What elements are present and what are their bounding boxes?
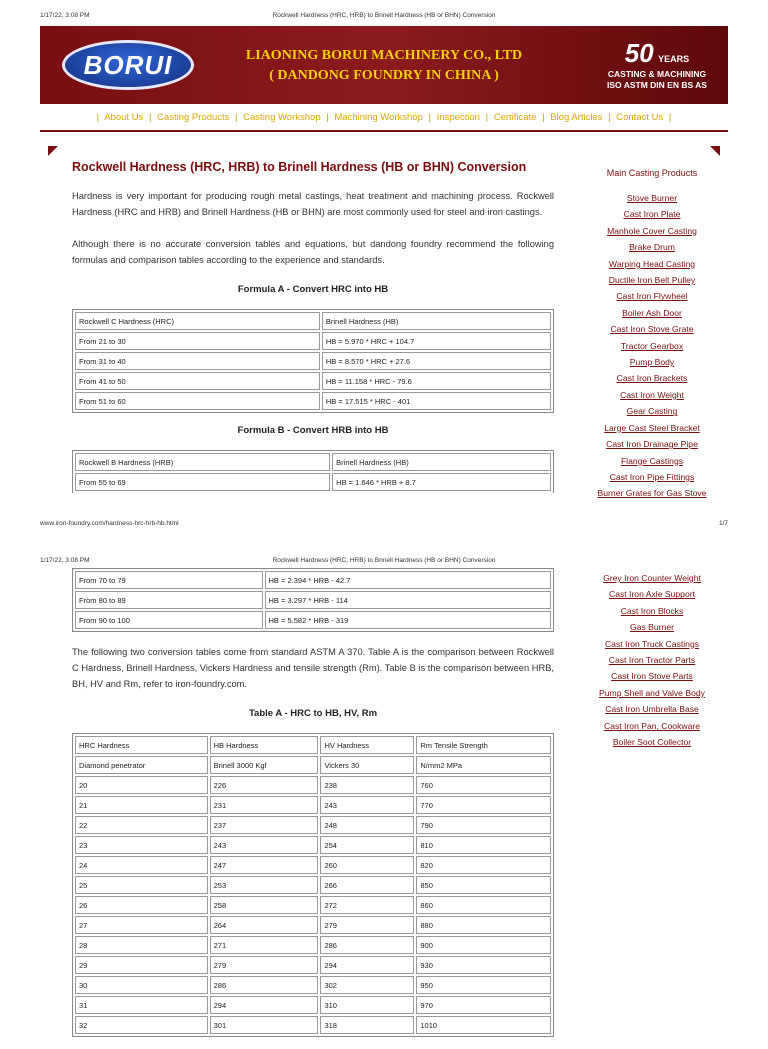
table-cell: 930 bbox=[416, 956, 551, 974]
table-cell: 318 bbox=[320, 1016, 414, 1034]
table-cell: 23 bbox=[75, 836, 208, 854]
table-cell: Vickers 30 bbox=[320, 756, 414, 774]
table-cell: 243 bbox=[210, 836, 319, 854]
table-cell: Brinell Hardness (HB) bbox=[332, 453, 551, 471]
sidebar-link-cast-iron-drainage-pipe[interactable]: Cast Iron Drainage Pipe bbox=[606, 439, 698, 450]
table-cell: 226 bbox=[210, 776, 319, 794]
company-line-1: LIAONING BORUI MACHINERY CO., LTD bbox=[245, 48, 523, 63]
table-row bbox=[75, 571, 551, 589]
sidebar-link-cast-iron-truck-castings[interactable]: Cast Iron Truck Castings bbox=[604, 638, 700, 649]
formula-intro-paragraph: Although there is no accurate conversion tables and equations, but dandong foundry recommend the following formulas and comparison tables according to the experience and standards. bbox=[72, 239, 554, 265]
table-row bbox=[75, 591, 551, 609]
table-cell: 27 bbox=[75, 916, 208, 934]
print-page-number: 1/7 bbox=[718, 520, 728, 527]
table-row bbox=[75, 473, 551, 491]
table-cell: 286 bbox=[320, 936, 414, 954]
sidebar-products bbox=[594, 168, 710, 502]
table-cell: 238 bbox=[320, 776, 414, 794]
table-cell: N/mm2 MPa bbox=[416, 756, 551, 774]
print-footer bbox=[0, 516, 768, 530]
sidebar-heading: Main Casting Products bbox=[606, 168, 698, 178]
table-row bbox=[75, 976, 551, 994]
sidebar-link-cast-iron-umbrella-base[interactable]: Cast Iron Umbrella Base bbox=[605, 704, 699, 715]
table-cell: 272 bbox=[320, 896, 414, 914]
table-cell: 880 bbox=[416, 916, 551, 934]
print-url: www.iron-foundry.com/hardness-hrc-hrb-hb.html bbox=[40, 520, 179, 527]
corner-ornament-right bbox=[710, 146, 720, 156]
formula-a-title: Formula A - Convert HRC into HB bbox=[237, 284, 389, 295]
sidebar-link-large-cast-steel-bracket[interactable]: Large Cast Steel Bracket bbox=[604, 422, 700, 433]
table-cell: 860 bbox=[416, 896, 551, 914]
table-cell: Diamond penetrator bbox=[75, 756, 208, 774]
table-cell: 286 bbox=[210, 976, 319, 994]
sidebar-link-brake-drum[interactable]: Brake Drum bbox=[629, 242, 675, 253]
sidebar-list bbox=[594, 570, 710, 750]
table-row bbox=[75, 936, 551, 954]
sidebar-products-page-2 bbox=[594, 570, 710, 750]
years-badge bbox=[602, 38, 712, 91]
table-cell: 21 bbox=[75, 796, 208, 814]
nav-separator: | bbox=[428, 112, 431, 123]
table-cell: 294 bbox=[320, 956, 414, 974]
print-header-page-2 bbox=[0, 553, 768, 567]
nav-separator: | bbox=[542, 112, 545, 123]
table-row bbox=[75, 836, 551, 854]
nav-item-about-us[interactable]: About Us bbox=[102, 112, 146, 123]
table-cell: From 70 to 79 bbox=[75, 571, 263, 589]
sidebar-link-cast-iron-stove-parts[interactable]: Cast Iron Stove Parts bbox=[611, 671, 693, 682]
table-cell: 266 bbox=[320, 876, 414, 894]
table-cell: 850 bbox=[416, 876, 551, 894]
table-cell: 258 bbox=[210, 896, 319, 914]
main-nav bbox=[40, 104, 728, 132]
table-cell: 24 bbox=[75, 856, 208, 874]
table-cell: 770 bbox=[416, 796, 551, 814]
sidebar-link-gas-burner[interactable]: Gas Burner bbox=[630, 622, 674, 633]
table-cell: HB = 17.515 * HRC - 401 bbox=[322, 392, 551, 410]
nav-separator: | bbox=[235, 112, 238, 123]
table-cell: HB = 8.570 * HRC + 27.6 bbox=[322, 352, 551, 370]
formula-a-table bbox=[72, 309, 554, 413]
table-cell: 28 bbox=[75, 936, 208, 954]
table-row bbox=[75, 916, 551, 934]
print-date: 1/17/22, 3:08 PM bbox=[40, 12, 90, 19]
table-row bbox=[75, 756, 551, 774]
table-cell: HB = 5.970 * HRC + 104.7 bbox=[322, 332, 551, 350]
table-row bbox=[75, 856, 551, 874]
sidebar-link-cast-iron-tractor-parts[interactable]: Cast Iron Tractor Parts bbox=[608, 655, 696, 666]
table-cell: 790 bbox=[416, 816, 551, 834]
table-cell: 279 bbox=[210, 956, 319, 974]
nav-item-contact-us[interactable]: Contact Us bbox=[613, 112, 666, 123]
nav-item-casting-products[interactable]: Casting Products bbox=[154, 112, 233, 123]
table-row bbox=[75, 611, 551, 629]
table-row bbox=[75, 332, 551, 350]
sidebar-link-grey-iron-counter-weight[interactable]: Grey Iron Counter Weight bbox=[603, 573, 701, 583]
table-cell: 253 bbox=[210, 876, 319, 894]
table-cell: HV Hardness bbox=[320, 736, 414, 754]
sidebar-link-pump-body[interactable]: Pump Body bbox=[629, 357, 675, 368]
table-cell: 243 bbox=[320, 796, 414, 814]
tagline-2: ISO ASTM DIN EN BS AS bbox=[607, 80, 707, 90]
sidebar-list bbox=[594, 190, 710, 502]
sidebar-link-burner-grates-for-gas-stove[interactable]: Burner Grates for Gas Stove bbox=[597, 488, 707, 499]
table-cell: 301 bbox=[210, 1016, 319, 1034]
sidebar-link-boiler-ash-door[interactable]: Boiler Ash Door bbox=[622, 307, 682, 318]
sidebar-link-flange-castings[interactable]: Flange Castings bbox=[620, 455, 684, 466]
nav-separator: | bbox=[485, 112, 489, 123]
nav-separator: | bbox=[96, 112, 100, 123]
formula-b-title: Formula B - Convert HRB into HB bbox=[237, 425, 389, 436]
table-cell: Brinell 3000 Kgf bbox=[210, 756, 319, 774]
table-cell: HB = 1.646 * HRB + 8.7 bbox=[332, 473, 551, 491]
table-cell: HB = 5.582 * HRB - 319 bbox=[265, 611, 551, 629]
table-row bbox=[75, 896, 551, 914]
site-banner bbox=[40, 26, 728, 104]
table-cell: 237 bbox=[210, 816, 319, 834]
table-cell: 22 bbox=[75, 816, 208, 834]
table-row bbox=[75, 392, 551, 410]
table-cell: From 31 to 40 bbox=[75, 352, 320, 370]
sidebar-link-gear-casting[interactable]: Gear Casting bbox=[626, 406, 678, 417]
sidebar-link-manhole-cover-casting[interactable]: Manhole Cover Casting bbox=[607, 225, 697, 236]
table-cell: Rm Tensile Strength bbox=[416, 736, 551, 754]
table-cell: From 21 to 30 bbox=[75, 332, 320, 350]
print-title: Rockwell Hardness (HRC, HRB) to Brinell Hardness (HB or BHN) Conversion bbox=[272, 557, 496, 564]
table-row bbox=[75, 453, 551, 471]
table-row bbox=[75, 372, 551, 390]
nav-separator: | bbox=[608, 112, 611, 123]
table-row bbox=[75, 996, 551, 1014]
nav-item-casting-workshop[interactable]: Casting Workshop bbox=[240, 112, 324, 123]
table-row bbox=[75, 352, 551, 370]
table-cell: 32 bbox=[75, 1016, 208, 1034]
table-cell: 25 bbox=[75, 876, 208, 894]
sidebar-link-cast-iron-stove-grate[interactable]: Cast Iron Stove Grate bbox=[610, 324, 694, 335]
print-title: Rockwell Hardness (HRC, HRB) to Brinell Hardness (HB or BHN) Conversion bbox=[272, 12, 496, 19]
table-cell: Brinell Hardness (HB) bbox=[322, 312, 551, 330]
article-title: Rockwell Hardness (HRC, HRB) to Brinell Hardness (HB or BHN) Conversion bbox=[72, 160, 527, 174]
nav-item-inspection[interactable]: Inspection bbox=[434, 112, 483, 123]
corner-ornament-left bbox=[48, 146, 58, 156]
table-cell: HRC Hardness bbox=[75, 736, 208, 754]
table-cell: 820 bbox=[416, 856, 551, 874]
table-cell: 29 bbox=[75, 956, 208, 974]
nav-separator: | bbox=[148, 112, 152, 123]
table-cell: HB Hardness bbox=[210, 736, 319, 754]
years-label: YEARS bbox=[658, 54, 690, 64]
nav-separator: | bbox=[668, 112, 672, 123]
table-cell: 231 bbox=[210, 796, 319, 814]
table-cell: 310 bbox=[320, 996, 414, 1014]
table-cell: 294 bbox=[210, 996, 319, 1014]
table-cell: 760 bbox=[416, 776, 551, 794]
nav-item-machining-workshop[interactable]: Machining Workshop bbox=[331, 112, 426, 123]
table-cell: 264 bbox=[210, 916, 319, 934]
sidebar-link-cast-iron-axle-support[interactable]: Cast Iron Axle Support bbox=[609, 589, 695, 600]
nav-item-certificate[interactable]: Certificate bbox=[491, 112, 540, 123]
sidebar-link-ductile-iron-belt-pulley[interactable]: Ductile Iron Belt Pulley bbox=[608, 275, 696, 286]
astm-paragraph: The following two conversion tables come from standard ASTM A 370. Table A is the comparison between Rockwell C Hardness, Brinell Hardness, Vickers Hardness and tensile strength (Rm). Table B is the comparison between HRB, BH, HV and Rm, refer to iron-foundry.com. bbox=[72, 647, 554, 689]
table-cell: From 51 to 60 bbox=[75, 392, 320, 410]
table-cell: From 90 to 100 bbox=[75, 611, 263, 629]
sidebar-link-cast-iron-brackets[interactable]: Cast Iron Brackets bbox=[616, 373, 688, 384]
nav-separator: | bbox=[326, 112, 329, 123]
sidebar-link-warping-head-casting[interactable]: Warping Head Casting bbox=[608, 258, 696, 269]
article-page-2 bbox=[72, 568, 554, 1049]
sidebar-link-cast-iron-pipe-fittings[interactable]: Cast Iron Pipe Fittings bbox=[609, 471, 695, 482]
years-number: 50 bbox=[624, 38, 654, 68]
table-cell: HB = 11.158 * HRC - 79.6 bbox=[322, 372, 551, 390]
table-cell: 279 bbox=[320, 916, 414, 934]
table-cell: 900 bbox=[416, 936, 551, 954]
sidebar-link-cast-iron-plate[interactable]: Cast Iron Plate bbox=[623, 209, 681, 220]
table-cell: 302 bbox=[320, 976, 414, 994]
table-cell: HB = 3.297 * HRB - 114 bbox=[265, 591, 551, 609]
intro-paragraph: Hardness is very important for producing rough metal castings, heat treatment and machining process. Rockwell Hardness (HRC and HRB) and Brinell Hardness (HB or BHN) are most commonly used for steel and iron castings. bbox=[72, 191, 554, 217]
table-cell: Rockwell C Hardness (HRC) bbox=[75, 312, 320, 330]
table-cell: 247 bbox=[210, 856, 319, 874]
table-cell: 950 bbox=[416, 976, 551, 994]
table-cell: 810 bbox=[416, 836, 551, 854]
formula-b-table bbox=[72, 450, 554, 493]
table-cell: 26 bbox=[75, 896, 208, 914]
table-row bbox=[75, 1016, 551, 1034]
sidebar-link-cast-iron-blocks[interactable]: Cast Iron Blocks bbox=[620, 605, 684, 616]
sidebar-link-boiler-soot-collector[interactable]: Boiler Soot Collector bbox=[612, 737, 692, 748]
table-row bbox=[75, 776, 551, 794]
table-cell: 20 bbox=[75, 776, 208, 794]
sidebar-link-cast-iron-weight[interactable]: Cast Iron Weight bbox=[620, 389, 684, 400]
sidebar-link-pump-shell-and-valve-body[interactable]: Pump Shell and Valve Body bbox=[599, 687, 705, 698]
table-cell: 30 bbox=[75, 976, 208, 994]
company-line-2: ( DANDONG FOUNDRY IN CHINA ) bbox=[269, 68, 499, 83]
table-cell: 1010 bbox=[416, 1016, 551, 1034]
table-cell: 271 bbox=[210, 936, 319, 954]
table-cell: 248 bbox=[320, 816, 414, 834]
table-cell: 970 bbox=[416, 996, 551, 1014]
print-header bbox=[0, 8, 768, 22]
borui-logo[interactable]: BORUI bbox=[62, 40, 194, 90]
table-cell: From 55 to 69 bbox=[75, 473, 330, 491]
table-cell: 254 bbox=[320, 836, 414, 854]
sidebar-link-cast-iron-flywheel[interactable]: Cast Iron Flywheel bbox=[616, 291, 688, 302]
table-row bbox=[75, 312, 551, 330]
nav-item-blog-articles[interactable]: Blog Articles bbox=[547, 112, 606, 123]
table-row bbox=[75, 736, 551, 754]
formula-b-table-continued bbox=[72, 568, 554, 632]
article-page-1 bbox=[72, 160, 554, 493]
hrc-conversion-table bbox=[72, 733, 554, 1037]
table-cell: HB = 2.394 * HRB - 42.7 bbox=[265, 571, 551, 589]
table-cell: 31 bbox=[75, 996, 208, 1014]
table-cell: Rockwell B Hardness (HRB) bbox=[75, 453, 330, 471]
sidebar-link-stove-burner[interactable]: Stove Burner bbox=[626, 193, 678, 203]
table-a-title: Table A - HRC to HB, HV, Rm bbox=[248, 708, 378, 719]
sidebar-link-tractor-gearbox[interactable]: Tractor Gearbox bbox=[620, 340, 684, 351]
table-row bbox=[75, 816, 551, 834]
table-cell: From 41 to 50 bbox=[75, 372, 320, 390]
table-row bbox=[75, 956, 551, 974]
table-row bbox=[75, 876, 551, 894]
print-date: 1/17/22, 3:08 PM bbox=[40, 557, 90, 564]
table-cell: From 80 to 89 bbox=[75, 591, 263, 609]
table-row bbox=[75, 796, 551, 814]
table-cell: 260 bbox=[320, 856, 414, 874]
tagline-1: CASTING & MACHINING bbox=[607, 69, 707, 79]
sidebar-link-cast-iron-pan-cookware[interactable]: Cast Iron Pan, Cookware bbox=[603, 720, 700, 731]
